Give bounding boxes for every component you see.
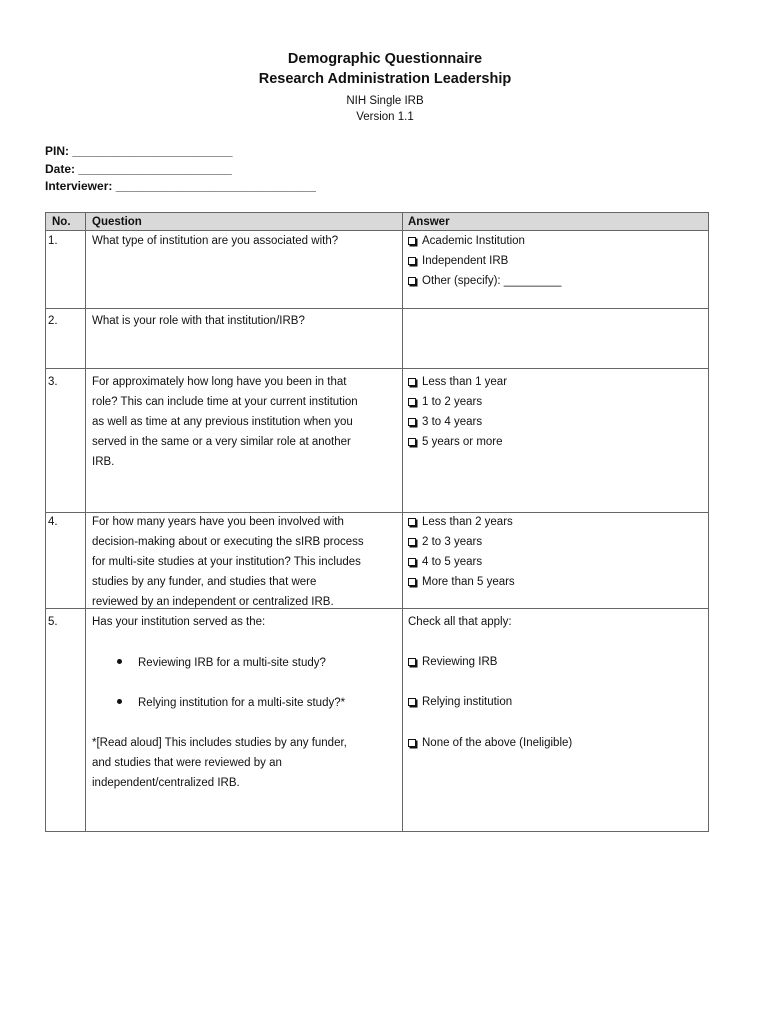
- row-1-question: [92, 231, 338, 251]
- checkbox-option[interactable]: [408, 392, 507, 412]
- checkbox-icon[interactable]: [408, 378, 416, 386]
- option-label: 1 to 2 years: [422, 396, 483, 408]
- bullet-icon: [117, 699, 122, 704]
- checkbox-icon[interactable]: [408, 277, 416, 285]
- option-label: 4 to 5 years: [422, 556, 483, 568]
- question-line: studies by any funder, and studies that were: [92, 576, 317, 588]
- checkbox-option[interactable]: [408, 532, 515, 552]
- row-5-question: [92, 612, 265, 632]
- column-divider: [85, 213, 86, 831]
- row-3-number: 3.: [48, 376, 58, 388]
- bullet-icon: [117, 659, 122, 664]
- checkbox-icon[interactable]: [408, 438, 416, 446]
- document-subtitle: [0, 93, 770, 125]
- row-divider: [46, 368, 708, 369]
- date-field[interactable]: Date: _______________________: [45, 161, 232, 176]
- pin-field[interactable]: PIN: ________________________: [45, 144, 233, 158]
- question-line: for multi-site studies at your institution? This includes: [92, 556, 361, 568]
- checkbox-icon[interactable]: [408, 518, 416, 526]
- question-line: decision-making about or executing the sIRB process: [92, 536, 364, 548]
- option-label: 2 to 3 years: [422, 536, 483, 548]
- row-4-answers: [408, 512, 515, 592]
- bullet-item: [117, 653, 326, 673]
- question-line: served in the same or a very similar role at another: [92, 436, 351, 448]
- header-no: No.: [52, 216, 71, 228]
- bullet-text: Reviewing IRB for a multi-site study?: [138, 657, 326, 669]
- row-2-number: 2.: [48, 315, 58, 327]
- row-4-question: [92, 512, 364, 612]
- option-label: Less than 1 year: [422, 376, 508, 388]
- checkbox-icon[interactable]: [408, 538, 416, 546]
- option-label: More than 5 years: [422, 576, 515, 588]
- option-label: Relying institution: [422, 696, 513, 708]
- row-4-number: 4.: [48, 516, 58, 528]
- checkbox-option[interactable]: [408, 692, 512, 712]
- checkbox-icon[interactable]: [408, 658, 416, 666]
- header-answer: Answer: [408, 216, 450, 228]
- row-3-question: [92, 372, 358, 472]
- question-line: role? This can include time at your current institution: [92, 396, 358, 408]
- questionnaire-table: [45, 212, 709, 832]
- row-5-answer-intro: Check all that apply:: [408, 616, 512, 628]
- question-line: Has your institution served as the:: [92, 616, 266, 628]
- subtitle-line-1: NIH Single IRB: [346, 95, 424, 107]
- bullet-text: Relying institution for a multi-site study?*: [138, 697, 346, 709]
- option-label: Less than 2 years: [422, 516, 513, 528]
- row-5-number: 5.: [48, 616, 58, 628]
- checkbox-option[interactable]: [408, 552, 515, 572]
- question-line: IRB.: [92, 456, 115, 468]
- option-label: None of the above (Ineligible): [422, 737, 573, 749]
- question-line: reviewed by an independent or centralized IRB.: [92, 596, 334, 608]
- note-line: *[Read aloud] This includes studies by any funder,: [92, 737, 347, 749]
- checkbox-option[interactable]: [408, 412, 507, 432]
- option-label: Academic Institution: [422, 235, 525, 247]
- checkbox-option[interactable]: [408, 231, 561, 251]
- bullet-item: [117, 693, 345, 713]
- row-1-answers: [408, 231, 561, 291]
- checkbox-icon[interactable]: [408, 739, 416, 747]
- checkbox-icon[interactable]: [408, 578, 416, 586]
- checkbox-icon[interactable]: [408, 698, 416, 706]
- row-1-number: 1.: [48, 235, 58, 247]
- option-label: 5 years or more: [422, 436, 503, 448]
- document-title: [0, 49, 770, 89]
- info-fields: [45, 143, 316, 196]
- table-header-row: [46, 213, 708, 231]
- header-question: Question: [92, 216, 142, 228]
- checkbox-icon[interactable]: [408, 558, 416, 566]
- checkbox-option[interactable]: [408, 251, 561, 271]
- checkbox-icon[interactable]: [408, 418, 416, 426]
- question-line: For how many years have you been involved with: [92, 516, 344, 528]
- title-line-2: Research Administration Leadership: [258, 71, 512, 87]
- title-line-1: Demographic Questionnaire: [287, 51, 483, 67]
- checkbox-icon[interactable]: [408, 257, 416, 265]
- checkbox-option[interactable]: [408, 512, 515, 532]
- row-2-question: [92, 311, 305, 331]
- question-line: What type of institution are you associated with?: [92, 235, 339, 247]
- checkbox-option[interactable]: [408, 652, 497, 672]
- checkbox-option[interactable]: [408, 432, 507, 452]
- checkbox-option[interactable]: [408, 572, 515, 592]
- option-label: Other (specify): _________: [422, 275, 562, 287]
- checkbox-option[interactable]: [408, 372, 507, 392]
- option-label: Independent IRB: [422, 255, 509, 267]
- option-label: Reviewing IRB: [422, 656, 498, 668]
- option-label: 3 to 4 years: [422, 416, 483, 428]
- checkbox-icon[interactable]: [408, 237, 416, 245]
- column-divider: [402, 213, 403, 831]
- note-line: and studies that were reviewed by an: [92, 757, 282, 769]
- interviewer-field[interactable]: Interviewer: ______________________________: [45, 179, 316, 193]
- note-line: independent/centralized IRB.: [92, 777, 240, 789]
- row-3-answers: [408, 372, 507, 452]
- checkbox-icon[interactable]: [408, 398, 416, 406]
- question-line: For approximately how long have you been in that: [92, 376, 347, 388]
- row-5-note: [92, 733, 347, 793]
- subtitle-line-2: Version 1.1: [356, 111, 414, 123]
- checkbox-option[interactable]: [408, 271, 561, 291]
- question-line: as well as time at any previous institution when you: [92, 416, 353, 428]
- checkbox-option[interactable]: [408, 733, 572, 753]
- question-line: What is your role with that institution/IRB?: [92, 315, 305, 327]
- row-divider: [46, 308, 708, 309]
